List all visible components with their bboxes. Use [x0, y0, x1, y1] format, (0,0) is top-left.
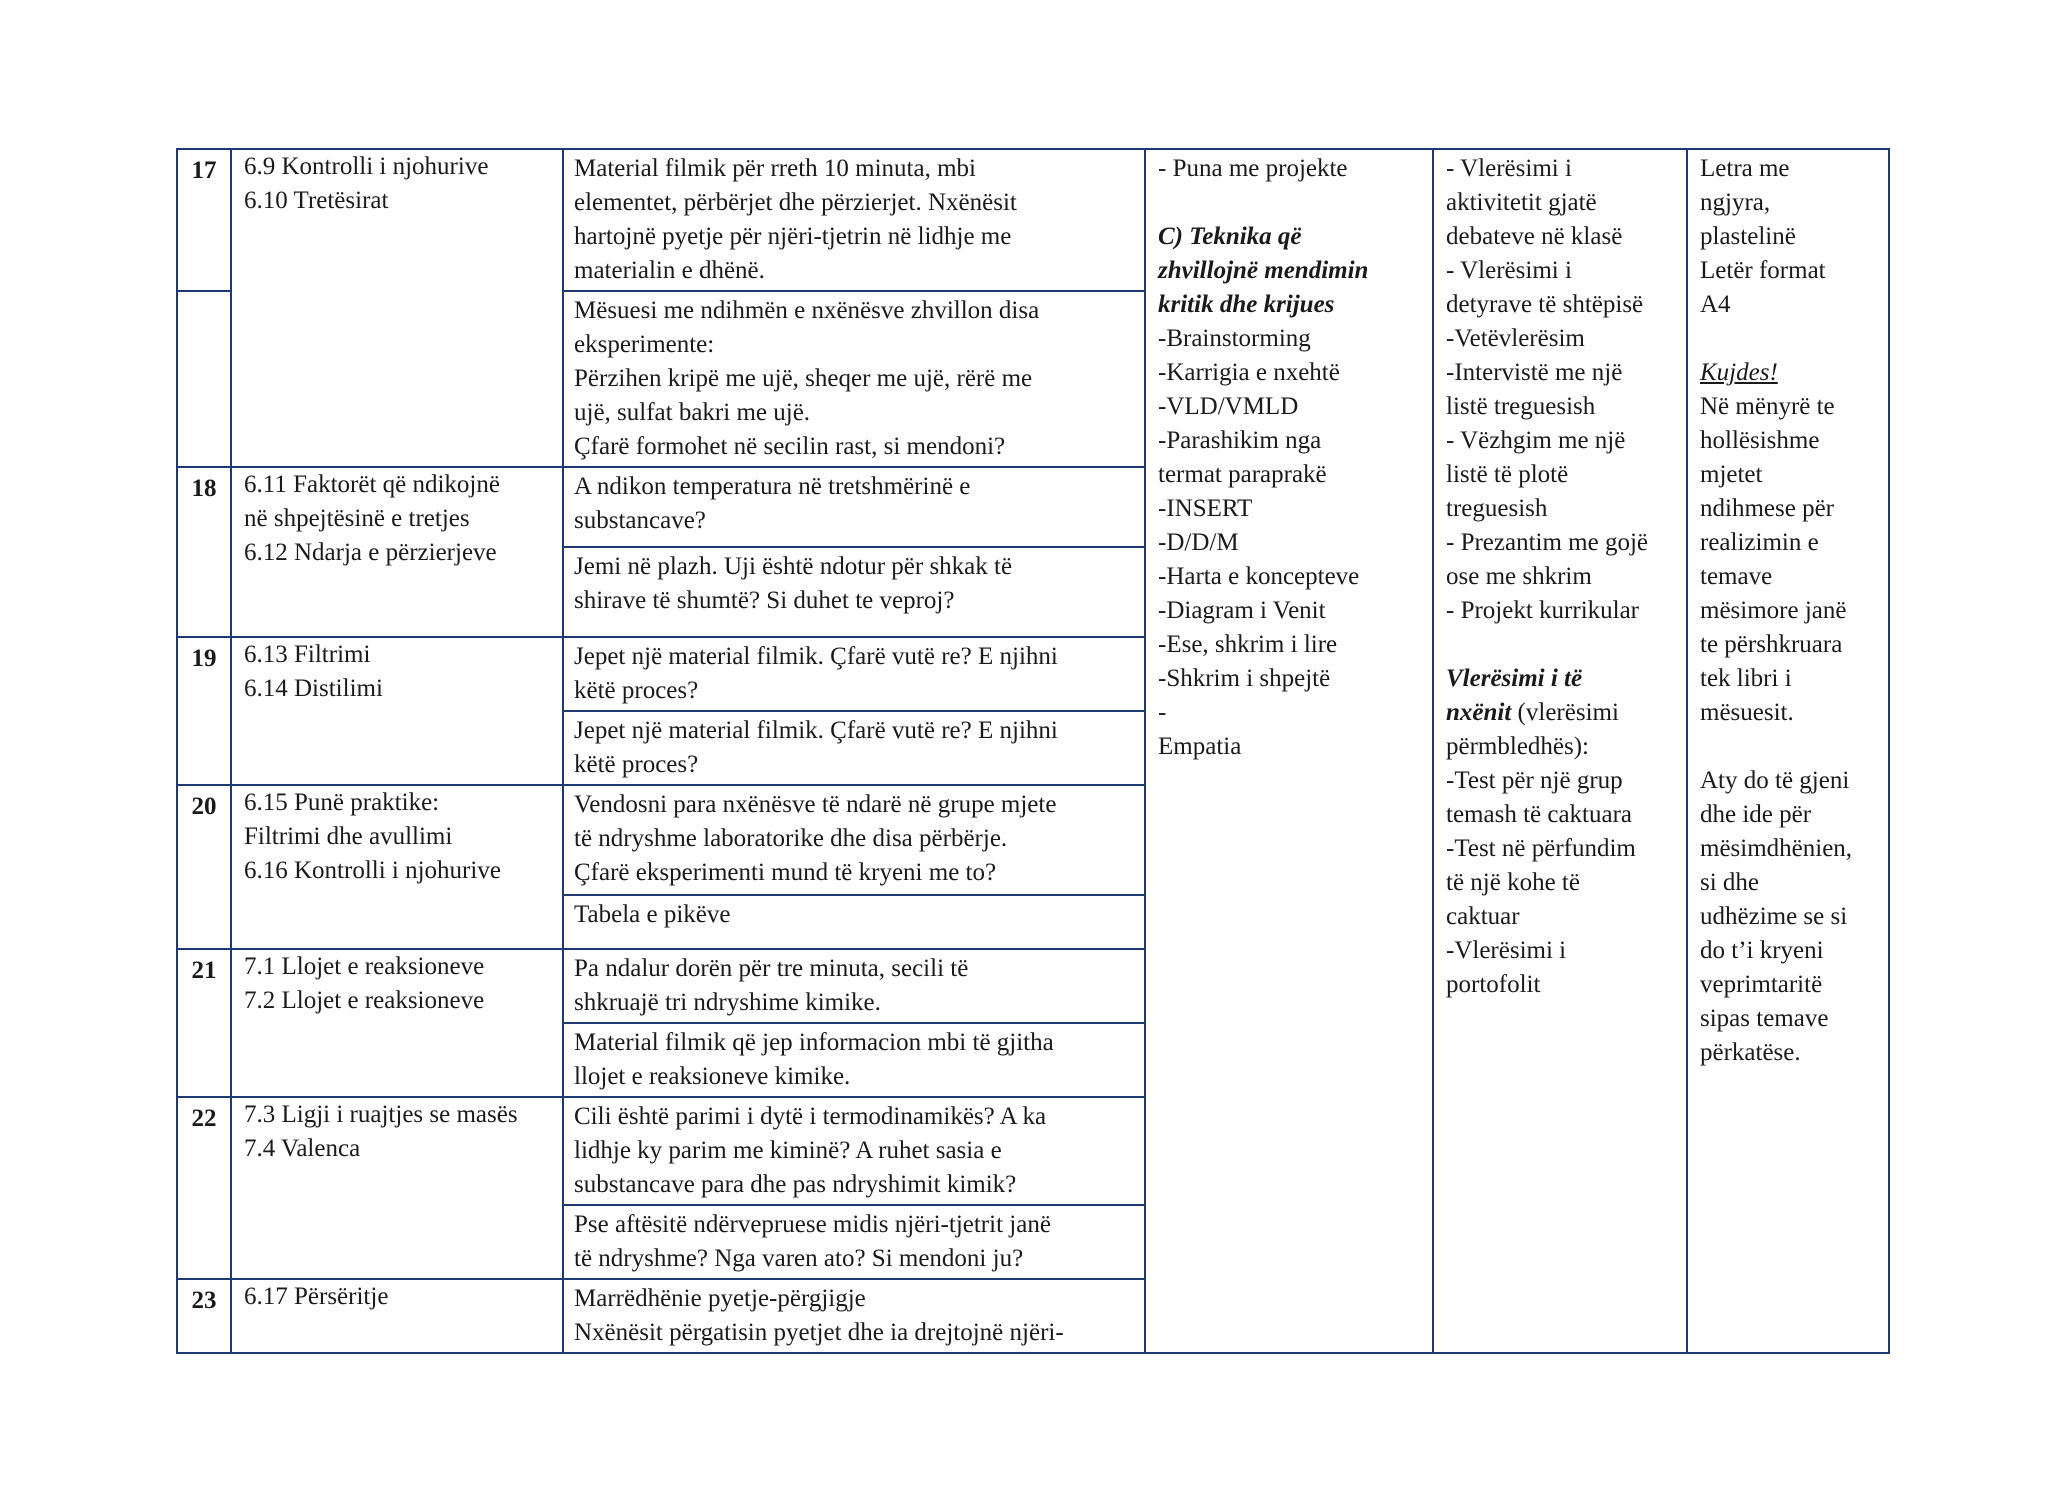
text-line: temave [1700, 563, 1773, 590]
text-line: 7.4 Valenca [244, 1135, 361, 1162]
assessment-cell [1433, 149, 1687, 1353]
text-line: hartojnë pyetje për njëri-tjetrin në lidhje me [574, 223, 1012, 250]
row-number: 19 [177, 637, 231, 785]
text-line: - [1158, 699, 1167, 726]
text-line: -Intervistë me një [1446, 359, 1623, 386]
text-line: -Parashikim nga [1158, 427, 1322, 454]
text-line: elementet, përbërjet dhe përzierjet. Nxënësit [574, 189, 1017, 216]
assessment-heading-rest: (vlerësimi [1511, 699, 1619, 726]
text-line: 7.1 Llojet e reaksioneve [244, 953, 485, 980]
text-line: treguesish [1446, 495, 1548, 522]
text-line: ose me shkrim [1446, 563, 1592, 590]
text-line: -D/D/M [1158, 529, 1239, 556]
row-number: 18 [177, 467, 231, 637]
text-line: Pa ndalur dorën për tre minuta, secili të [574, 955, 969, 982]
text-line: - Prezantim me gojë [1446, 529, 1649, 556]
text-line: aktivitetit gjatë [1446, 189, 1597, 216]
text-line: Pse aftësitë ndërvepruese midis njëri-tjetrit janë [574, 1211, 1051, 1238]
text-line: substancave para dhe pas ndryshimit kimik? [574, 1171, 1017, 1198]
row-number: 21 [177, 949, 231, 1097]
text-line: Vendosni para nxënësve të ndarë në grupe mjete [574, 791, 1057, 818]
spacer [1700, 730, 1876, 764]
text-line: 7.3 Ligji i ruajtjes se masës [244, 1101, 518, 1128]
text-line: Jepet një material filmik. Çfarë vutë re? E njihni [574, 643, 1058, 670]
activity-cell [563, 291, 1145, 467]
text-line: caktuar [1446, 903, 1520, 930]
lesson-plan-table [176, 148, 1890, 1354]
text-line: A4 [1700, 291, 1731, 318]
spacer [1158, 186, 1420, 220]
text-line: -Karrigia e nxehtë [1158, 359, 1340, 386]
text-line: mësuesit. [1700, 699, 1794, 726]
text-line: - Vlerësimi i [1446, 257, 1572, 284]
topic-cell [231, 1097, 563, 1279]
text-line: shirave të shumtë? Si duhet te veproj? [574, 587, 955, 614]
text-line: si dhe [1700, 869, 1760, 896]
text-line: temash të caktuara [1446, 801, 1633, 828]
text-line: termat paraprakë [1158, 461, 1327, 488]
text-line: këtë proces? [574, 677, 699, 704]
text-line: -Test në përfundim [1446, 835, 1636, 862]
text-line: 6.13 Filtrimi [244, 641, 371, 668]
row-number-empty [177, 291, 231, 467]
resources-cell [1687, 149, 1889, 1353]
text-line: listë të plotë [1446, 461, 1569, 488]
text-line: lidhje ky parim me kiminë? A ruhet sasia e [574, 1137, 1002, 1164]
text-line: -Shkrim i shpejtë [1158, 665, 1331, 692]
text-line: portofolit [1446, 971, 1541, 998]
row-number: 23 [177, 1279, 231, 1353]
text-line: - Projekt kurrikular [1446, 597, 1640, 624]
text-line: Nxënësit përgatisin pyetjet dhe ia drejtojnë njëri- [574, 1319, 1064, 1346]
text-line: Cili është parimi i dytë i termodinamikës? A ka [574, 1103, 1047, 1130]
text-line: detyrave të shtëpisë [1446, 291, 1644, 318]
text-line: -VLD/VMLD [1158, 393, 1299, 420]
text-line: udhëzime se si [1700, 903, 1848, 930]
topic-cell [231, 949, 563, 1097]
text-line: - Vëzhgim me një [1446, 427, 1626, 454]
text-line: Në mënyrë te [1700, 393, 1835, 420]
text-line: Empatia [1158, 733, 1242, 760]
activity-cell [563, 1097, 1145, 1205]
spacer [1446, 628, 1674, 662]
text-line: tek libri i [1700, 665, 1792, 692]
text-line: Jepet një material filmik. Çfarë vutë re? E njihni [574, 717, 1058, 744]
text-line: të ndryshme? Nga varen ato? Si mendoni ju? [574, 1245, 1024, 1272]
text-line: realizimin e [1700, 529, 1819, 556]
text-line: -Harta e koncepteve [1158, 563, 1360, 590]
text-line: -Vetëvlerësim [1446, 325, 1585, 352]
text-line: Tabela e pikëve [574, 901, 731, 928]
methods-cell [1145, 149, 1433, 1353]
text-line: eksperimente: [574, 331, 715, 358]
activity-cell [563, 1023, 1145, 1097]
methods-first: - Puna me projekte [1158, 155, 1348, 182]
text-line: Letra me [1700, 155, 1790, 182]
assessment-heading-line3: përmbledhës): [1446, 733, 1590, 760]
topic-cell [231, 785, 563, 949]
activity-cell [563, 785, 1145, 895]
text-line: Mësuesi me ndihmën e nxënësve zhvillon disa [574, 297, 1040, 324]
text-line: Marrëdhënie pyetje-përgjigje [574, 1285, 866, 1312]
text-line: 6.11 Faktorët që ndikojnë [244, 471, 500, 498]
text-line: Filtrimi dhe avullimi [244, 823, 453, 850]
text-line: 6.16 Kontrolli i njohurive [244, 857, 501, 884]
text-line: C) Teknika që [1158, 223, 1302, 250]
text-line: 6.15 Punë praktike: [244, 789, 440, 816]
text-line: ujë, sulfat bakri me ujë. [574, 399, 811, 426]
activity-cell [563, 1279, 1145, 1353]
table-row [177, 149, 1889, 291]
assessment-heading-bold: nxënit [1446, 699, 1512, 726]
text-line: zhvillojnë mendimin [1158, 257, 1369, 284]
text-line: dhe ide për [1700, 801, 1812, 828]
activity-cell [563, 711, 1145, 785]
activity-cell [563, 1205, 1145, 1279]
activity-cell [563, 149, 1145, 291]
text-line: Jemi në plazh. Uji është ndotur për shkak të [574, 553, 1013, 580]
row-number: 22 [177, 1097, 231, 1279]
text-line: sipas temave [1700, 1005, 1829, 1032]
text-line: mësimore janë [1700, 597, 1847, 624]
row-number: 17 [177, 149, 231, 291]
text-line: këtë proces? [574, 751, 699, 778]
text-line: -Vlerësimi i [1446, 937, 1567, 964]
text-line: listë treguesish [1446, 393, 1596, 420]
text-line: do t’i kryeni [1700, 937, 1824, 964]
text-line: Çfarë formohet në secilin rast, si mendoni? [574, 433, 1006, 460]
text-line: substancave? [574, 507, 706, 534]
assessment-heading: Vlerësimi i të [1446, 665, 1583, 692]
topic-cell [231, 637, 563, 785]
activity-cell [563, 949, 1145, 1023]
text-line: plastelinë [1700, 223, 1796, 250]
text-line: Material filmik që jep informacion mbi të gjitha [574, 1029, 1054, 1056]
text-line: -Brainstorming [1158, 325, 1311, 352]
text-line: te përshkruara [1700, 631, 1843, 658]
text-line: -Ese, shkrim i lire [1158, 631, 1338, 658]
text-line: - Vlerësimi i [1446, 155, 1572, 182]
activity-cell [563, 547, 1145, 637]
spacer [1700, 322, 1876, 356]
activity-cell [563, 467, 1145, 547]
topic-cell [231, 1279, 563, 1353]
text-line: 7.2 Llojet e reaksioneve [244, 987, 485, 1014]
topic-cell [231, 467, 563, 637]
text-line: llojet e reaksioneve kimike. [574, 1063, 851, 1090]
text-line: hollësishme [1700, 427, 1820, 454]
text-line: të një kohe të [1446, 869, 1580, 896]
text-line: në shpejtësinë e tretjes [244, 505, 470, 532]
text-line: Material filmik për rreth 10 minuta, mbi [574, 155, 976, 182]
topic-cell [231, 149, 563, 467]
text-line: veprimtaritë [1700, 971, 1823, 998]
text-line: 6.17 Përsëritje [244, 1283, 389, 1310]
text-line: 6.14 Distilimi [244, 675, 383, 702]
assessment-heading-line2 [1446, 696, 1674, 730]
text-line: -Test për një grup [1446, 767, 1623, 794]
text-line: Aty do të gjeni [1700, 767, 1850, 794]
text-line: ndihmese për [1700, 495, 1834, 522]
text-line: -INSERT [1158, 495, 1253, 522]
note-title: Kujdes! [1700, 359, 1778, 386]
text-line: mësimdhënien, [1700, 835, 1853, 862]
text-line: kritik dhe krijues [1158, 291, 1335, 318]
text-line: ngjyra, [1700, 189, 1771, 216]
activity-cell [563, 895, 1145, 949]
text-line: shkruajë tri ndryshime kimike. [574, 989, 881, 1016]
text-line: Çfarë eksperimenti mund të kryeni me to? [574, 859, 997, 886]
activity-cell [563, 637, 1145, 711]
text-line: të ndryshme laboratorike dhe disa përbërje. [574, 825, 1008, 852]
text-line: -Diagram i Venit [1158, 597, 1326, 624]
text-line: mjetet [1700, 461, 1763, 488]
text-line: Përzihen kripë me ujë, sheqer me ujë, rërë me [574, 365, 1033, 392]
text-line: 6.9 Kontrolli i njohurive [244, 153, 489, 180]
text-line: 6.10 Tretësirat [244, 187, 389, 214]
row-number: 20 [177, 785, 231, 949]
text-line: përkatëse. [1700, 1039, 1801, 1066]
text-line: debateve në klasë [1446, 223, 1623, 250]
text-line: Letër format [1700, 257, 1826, 284]
text-line: 6.12 Ndarja e përzierjeve [244, 539, 497, 566]
text-line: A ndikon temperatura në tretshmërinë e [574, 473, 971, 500]
text-line: materialin e dhënë. [574, 257, 765, 284]
